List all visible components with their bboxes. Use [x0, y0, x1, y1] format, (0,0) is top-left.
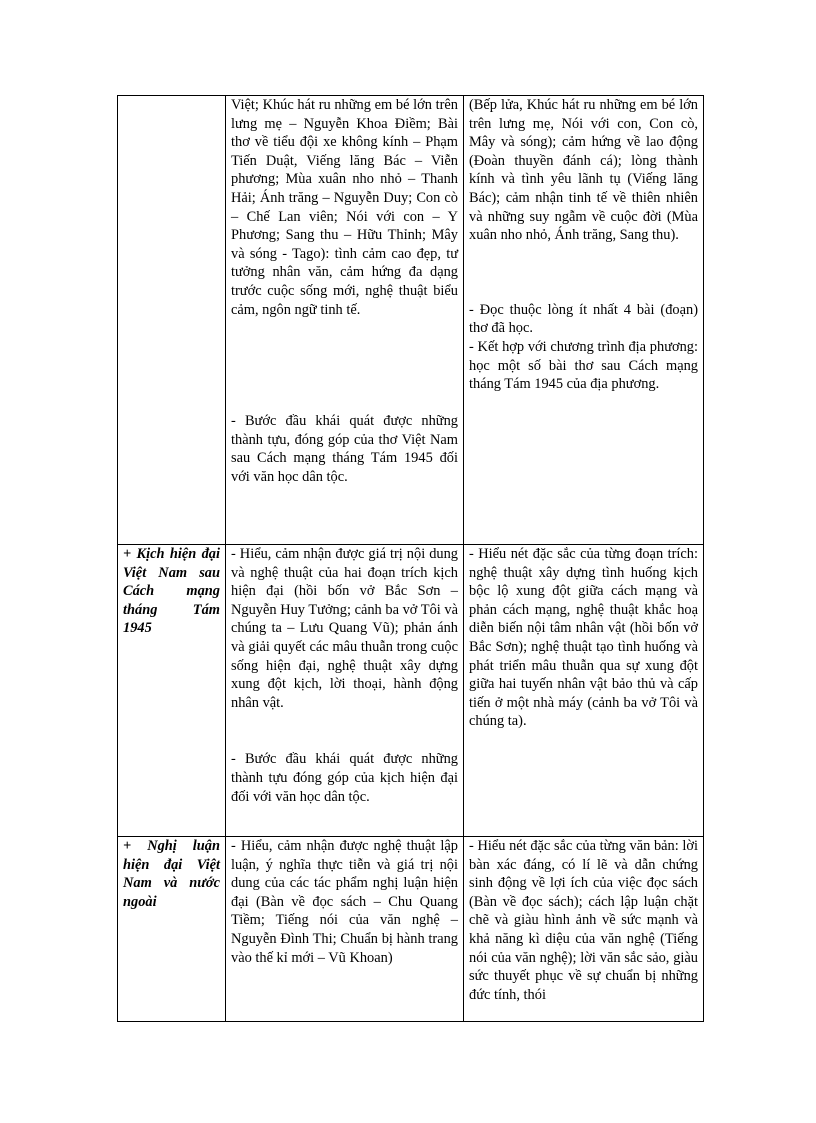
notes-paragraph: (Bếp lửa, Khúc hát ru những em bé lớn trên lưng mẹ, Nói với con, Con cò, Mây và sóng); cảm hứng về lao động (Đoàn thuyền đánh cá); lòng thành kính và tình yêu lãnh tụ (Viếng lăng Bác); cảm nhận tinh tế về thiên nhiên và những suy ngẫm về cuộc đời (Mùa xuân nho nhỏ, Ánh trăng, Sang thu). — [469, 97, 698, 244]
knowledge-paragraph: - Hiểu, cảm nhận được giá trị nội dung và nghệ thuật của hai đoạn trích kịch hiện đại (hồi bốn vở Bắc Sơn – Nguyễn Huy Tưởng; cảnh ba vở Tôi và chúng ta – Lưu Quang Vũ); phản ánh và giải quyết các mâu thuẫn trong cuộc sống hiện đại, nghệ thuật xây dựng xung đột kịch, lời thoại, hành động nhân vật. — [231, 546, 458, 711]
curriculum-table — [117, 95, 704, 1022]
table-row — [118, 837, 704, 1022]
notes-cell — [464, 96, 704, 545]
table-row — [118, 96, 704, 545]
notes-cell — [464, 837, 704, 1022]
knowledge-paragraph: - Bước đầu khái quát được những thành tựu đóng góp của kịch hiện đại đối với văn học dân tộc. — [231, 751, 458, 805]
topic-label: + Nghị luận hiện đại Việt Nam và nước ngoài — [123, 838, 220, 910]
notes-paragraph: - Hiểu nét đặc sắc của từng văn bản: lời bàn xác đáng, có lí lẽ và dẫn chứng sinh động về lợi ích của việc đọc sách (Bàn về đọc sách); cách lập luận chặt chẽ và giàu hình ảnh về sức mạnh và khả năng kì diệu của văn nghệ (Tiếng nói của văn nghệ); lời văn sắc sảo, giàu sức thuyết phục về sự chuẩn bị những đức tính, thói — [469, 838, 698, 1003]
knowledge-paragraph: - Bước đầu khái quát được những thành tựu, đóng góp của thơ Việt Nam sau Cách mạng tháng Tám 1945 đối với văn học dân tộc. — [231, 413, 458, 485]
topic-cell — [118, 545, 226, 837]
notes-paragraph: - Đọc thuộc lòng ít nhất 4 bài (đoạn) thơ đã học. — [469, 301, 698, 337]
knowledge-cell — [226, 545, 464, 837]
knowledge-paragraph: - Hiểu, cảm nhận được nghệ thuật lập luận, ý nghĩa thực tiễn và giá trị nội dung của các tác phẩm nghị luận hiện đại (Bàn về đọc sách – Chu Quang Tiềm; Tiếng nói của văn nghệ – Nguyễn Đình Thi; Chuẩn bị hành trang vào thế kỉ mới – Vũ Khoan) — [231, 838, 458, 966]
table-row — [118, 545, 704, 837]
knowledge-cell — [226, 96, 464, 545]
topic-cell — [118, 837, 226, 1022]
topic-cell — [118, 96, 226, 545]
topic-label: + Kịch hiện đại Việt Nam sau Cách mạng tháng Tám 1945 — [123, 546, 220, 637]
notes-paragraph: - Kết hợp với chương trình địa phương: học một số bài thơ sau Cách mạng tháng Tám 1945 của địa phương. — [469, 338, 698, 393]
notes-paragraph: - Hiểu nét đặc sắc của từng đoạn trích: nghệ thuật xây dựng tình huống kịch bộc lộ xung đột giữa cách mạng và phản cách mạng, nghệ thuật khắc hoạ diễn biến nội tâm nhân vật (hồi bốn vở Bắc Sơn); nghệ thuật tạo tình huống và phát triển mâu thuẫn qua sự xung đột giữa hai tuyến nhân vật bảo thủ và cấp tiến ở một nhà máy (cảnh ba vở Tôi và chúng ta). — [469, 546, 698, 730]
knowledge-cell — [226, 837, 464, 1022]
knowledge-paragraph: Việt; Khúc hát ru những em bé lớn trên lưng mẹ – Nguyễn Khoa Điềm; Bài thơ về tiểu đội xe không kính – Phạm Tiến Duật, Viếng lăng Bác – Viễn phương; Mùa xuân nho nhỏ – Thanh Hải; Ánh trăng – Nguyễn Duy; Con cò – Chế Lan viên; Nói với con – Y Phương; Sang thu – Hữu Thỉnh; Mây và sóng - Tago): tình cảm cao đẹp, tư tưởng nhân văn, cảm hứng đa dạng trước cuộc sống mới, nghệ thuật biểu cảm, ngôn ngữ tinh tế. — [231, 97, 458, 318]
notes-cell — [464, 545, 704, 837]
